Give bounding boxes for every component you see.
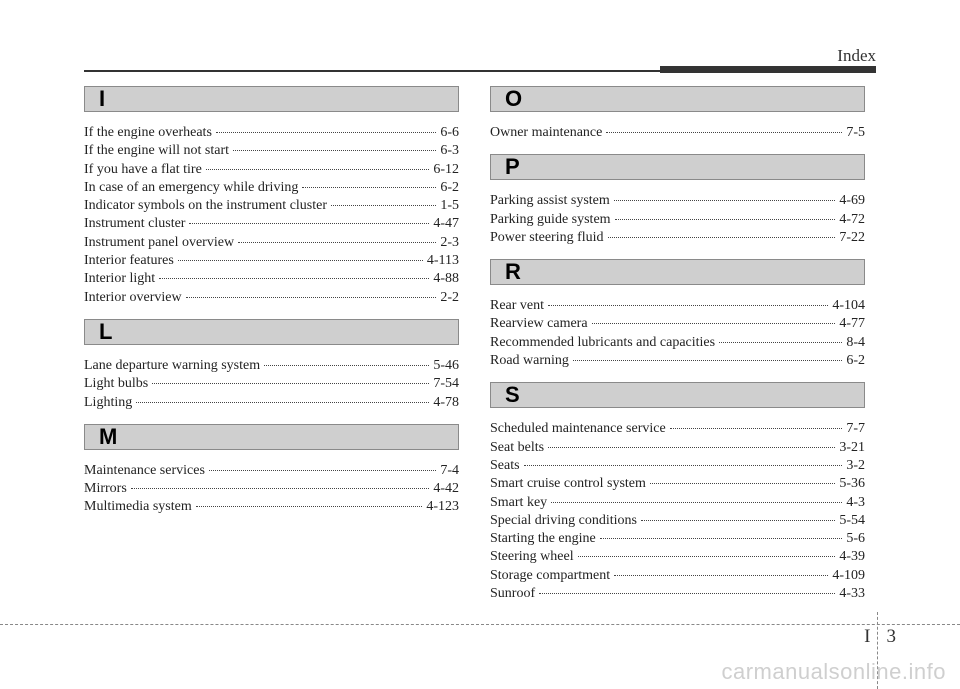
dot-leader bbox=[189, 219, 429, 224]
index-entry-text: Instrument cluster bbox=[84, 216, 186, 232]
index-entry-page: 7-7 bbox=[846, 421, 865, 437]
page-number bbox=[864, 626, 896, 648]
index-entry-page: 4-3 bbox=[846, 494, 865, 510]
dot-leader bbox=[331, 201, 436, 206]
index-entry-text: Rear vent bbox=[490, 298, 545, 314]
dot-leader bbox=[600, 534, 843, 539]
dot-leader bbox=[614, 571, 828, 576]
dot-leader bbox=[196, 502, 423, 507]
index-entry-page: 3-21 bbox=[839, 439, 865, 455]
index-entry-page: 4-69 bbox=[839, 193, 865, 209]
section-header-p bbox=[490, 154, 865, 180]
index-entry[interactable] bbox=[490, 352, 865, 370]
index-entry[interactable] bbox=[490, 315, 865, 333]
page-section-letter: I bbox=[864, 626, 871, 647]
dot-leader bbox=[670, 424, 843, 429]
index-entry-page: 4-88 bbox=[433, 271, 459, 287]
section-letter: I bbox=[99, 86, 106, 111]
index-entry-page: 4-47 bbox=[433, 216, 459, 232]
index-entry-text: Smart cruise control system bbox=[490, 476, 646, 492]
index-entry[interactable] bbox=[490, 211, 865, 229]
dot-leader bbox=[551, 498, 842, 503]
section-header-l bbox=[84, 319, 459, 345]
index-entry-text: Light bulbs bbox=[84, 376, 149, 392]
dot-leader bbox=[206, 165, 430, 170]
index-entry-text: Multimedia system bbox=[84, 499, 192, 515]
index-entry-page: 4-78 bbox=[433, 394, 459, 410]
index-entry-text: Instrument panel overview bbox=[84, 234, 235, 250]
index-column-left bbox=[84, 86, 459, 529]
index-entry-text: Special driving conditions bbox=[490, 512, 637, 528]
index-entry-page: 7-22 bbox=[839, 229, 865, 245]
index-entry-page: 1-5 bbox=[440, 198, 459, 214]
dot-leader bbox=[233, 146, 436, 151]
index-entry[interactable] bbox=[490, 124, 865, 142]
index-entry[interactable] bbox=[84, 462, 459, 480]
dot-leader bbox=[548, 301, 828, 306]
index-entry-page: 5-54 bbox=[839, 512, 865, 528]
index-entry-page: 3-2 bbox=[846, 457, 865, 473]
dot-leader bbox=[178, 256, 423, 261]
index-entry-page: 7-5 bbox=[846, 125, 865, 140]
index-entry[interactable] bbox=[84, 234, 459, 252]
index-entry-page: 6-3 bbox=[440, 143, 459, 159]
index-entry-text: Interior features bbox=[84, 253, 174, 269]
index-entry-text: Steering wheel bbox=[490, 549, 574, 565]
section-letter: P bbox=[505, 154, 520, 180]
index-entry-page: 4-72 bbox=[839, 211, 865, 227]
dot-leader bbox=[719, 338, 842, 343]
dot-leader bbox=[578, 552, 836, 557]
index-entry-text: Starting the engine bbox=[490, 531, 596, 547]
index-entry-page: 7-54 bbox=[433, 376, 459, 392]
dot-leader bbox=[641, 516, 835, 521]
header-rule-accent bbox=[660, 66, 876, 73]
section-header-r bbox=[490, 259, 865, 285]
index-entry[interactable] bbox=[84, 161, 459, 179]
index-entry-text: Maintenance services bbox=[84, 462, 205, 478]
watermark[interactable]: carmanualsonline.info bbox=[721, 659, 946, 684]
index-entry-page: 6-12 bbox=[433, 161, 459, 177]
page-title: Index bbox=[837, 46, 876, 65]
index-entry-page: 4-42 bbox=[433, 481, 459, 497]
dot-leader bbox=[539, 589, 835, 594]
footer-divider bbox=[0, 624, 960, 625]
index-entry-page: 4-39 bbox=[839, 549, 865, 565]
index-entry-list bbox=[84, 357, 459, 412]
dot-leader bbox=[302, 183, 436, 188]
index-entry-text: Mirrors bbox=[84, 481, 127, 497]
index-entry-text: Sunroof bbox=[490, 586, 536, 602]
index-entry-text: Road warning bbox=[490, 353, 569, 369]
index-entry[interactable] bbox=[84, 270, 459, 288]
index-entry-list bbox=[490, 192, 865, 247]
index-entry[interactable] bbox=[84, 124, 459, 142]
index-entry[interactable] bbox=[84, 375, 459, 393]
index-entry-text: Interior overview bbox=[84, 289, 182, 305]
index-entry[interactable] bbox=[490, 457, 865, 475]
index-entry[interactable] bbox=[490, 512, 865, 530]
section-letter: S bbox=[505, 382, 520, 408]
index-entry[interactable] bbox=[84, 394, 459, 412]
index-entry[interactable] bbox=[490, 530, 865, 548]
index-entry-text: Storage compartment bbox=[490, 567, 611, 583]
index-entry[interactable] bbox=[490, 229, 865, 247]
dot-leader bbox=[238, 238, 436, 243]
dot-leader bbox=[264, 361, 429, 366]
index-entry-text: Owner maintenance bbox=[490, 125, 603, 140]
index-entry[interactable] bbox=[490, 567, 865, 585]
header-rule bbox=[84, 70, 664, 72]
index-entry[interactable] bbox=[84, 197, 459, 215]
dot-leader bbox=[186, 293, 437, 298]
page-number-value: 3 bbox=[886, 626, 896, 647]
index-entry-text: Recommended lubricants and capacities bbox=[490, 334, 716, 350]
dot-leader bbox=[548, 443, 835, 448]
dot-leader bbox=[650, 479, 835, 484]
index-entry-page: 2-2 bbox=[440, 289, 459, 305]
index-entry-text: If the engine will not start bbox=[84, 143, 230, 159]
index-entry-page: 6-2 bbox=[846, 353, 865, 369]
index-entry-text: Rearview camera bbox=[490, 316, 588, 332]
dot-leader bbox=[524, 461, 843, 466]
index-entry-text: Smart key bbox=[490, 494, 548, 510]
dot-leader bbox=[615, 215, 836, 220]
index-entry[interactable] bbox=[490, 494, 865, 512]
index-entry[interactable] bbox=[490, 475, 865, 493]
index-entry-page: 7-4 bbox=[440, 462, 459, 478]
dot-leader bbox=[209, 466, 436, 471]
index-entry-page: 6-6 bbox=[440, 125, 459, 140]
index-entry[interactable] bbox=[84, 142, 459, 160]
dot-leader bbox=[159, 274, 429, 279]
index-entry[interactable] bbox=[490, 297, 865, 315]
section-header-i bbox=[84, 86, 459, 112]
dot-leader bbox=[592, 319, 836, 324]
section-letter: M bbox=[99, 423, 118, 449]
index-entry[interactable] bbox=[490, 192, 865, 210]
dot-leader bbox=[606, 128, 842, 133]
index-entry-text: If the engine overheats bbox=[84, 125, 212, 140]
index-entry-text: Parking assist system bbox=[490, 193, 610, 209]
index-entry-text: Indicator symbols on the instrument cluster bbox=[84, 198, 328, 214]
index-entry-list bbox=[490, 420, 865, 603]
index-column-right bbox=[490, 86, 865, 615]
index-entry-page: 4-123 bbox=[426, 499, 459, 515]
dot-leader bbox=[608, 233, 836, 238]
index-entry-list bbox=[84, 124, 459, 307]
index-entry-page: 4-104 bbox=[832, 298, 865, 314]
section-letter: L bbox=[99, 318, 113, 344]
index-entry-page: 4-77 bbox=[839, 316, 865, 332]
section-header-m bbox=[84, 424, 459, 450]
index-entry-list bbox=[84, 462, 459, 517]
index-entry-page: 4-109 bbox=[832, 567, 865, 583]
index-entry-page: 5-46 bbox=[433, 357, 459, 373]
index-entry-page: 2-3 bbox=[440, 234, 459, 250]
index-entry-list bbox=[490, 297, 865, 370]
index-entry-page: 5-6 bbox=[846, 531, 865, 547]
index-entry-text: In case of an emergency while driving bbox=[84, 179, 299, 195]
index-entry[interactable] bbox=[490, 585, 865, 603]
section-letter: O bbox=[505, 86, 523, 111]
index-entry[interactable] bbox=[84, 357, 459, 375]
index-entry-text: Power steering fluid bbox=[490, 229, 604, 245]
index-entry-text: Lane departure warning system bbox=[84, 357, 261, 373]
index-entry-page: 4-33 bbox=[839, 586, 865, 602]
index-entry[interactable] bbox=[490, 420, 865, 438]
index-entry-text: Parking guide system bbox=[490, 211, 611, 227]
dot-leader bbox=[573, 356, 842, 361]
index-entry[interactable] bbox=[84, 179, 459, 197]
dot-leader bbox=[614, 196, 836, 201]
dot-leader bbox=[136, 398, 429, 403]
dot-leader bbox=[131, 484, 430, 489]
index-entry-page: 6-2 bbox=[440, 179, 459, 195]
dot-leader bbox=[152, 379, 429, 384]
index-entry-page: 8-4 bbox=[846, 334, 865, 350]
index-entry[interactable] bbox=[490, 439, 865, 457]
section-letter: R bbox=[505, 259, 521, 285]
index-entry[interactable] bbox=[84, 498, 459, 516]
index-entry[interactable] bbox=[84, 289, 459, 307]
index-entry-text: Scheduled maintenance service bbox=[490, 421, 666, 437]
index-entry[interactable] bbox=[84, 252, 459, 270]
index-entry-page: 5-36 bbox=[839, 476, 865, 492]
index-entry-text: Lighting bbox=[84, 394, 133, 410]
index-entry-list bbox=[490, 124, 865, 142]
dot-leader bbox=[216, 128, 436, 133]
section-header-o bbox=[490, 86, 865, 112]
index-entry[interactable] bbox=[490, 334, 865, 352]
section-header-s bbox=[490, 382, 865, 408]
index-entry-text: If you have a flat tire bbox=[84, 161, 202, 177]
index-entry-page: 4-113 bbox=[426, 253, 459, 269]
index-entry-text: Interior light bbox=[84, 271, 156, 287]
index-entry[interactable] bbox=[490, 548, 865, 566]
index-entry[interactable] bbox=[84, 215, 459, 233]
index-entry-text: Seat belts bbox=[490, 439, 545, 455]
index-entry-text: Seats bbox=[490, 457, 520, 473]
index-entry[interactable] bbox=[84, 480, 459, 498]
